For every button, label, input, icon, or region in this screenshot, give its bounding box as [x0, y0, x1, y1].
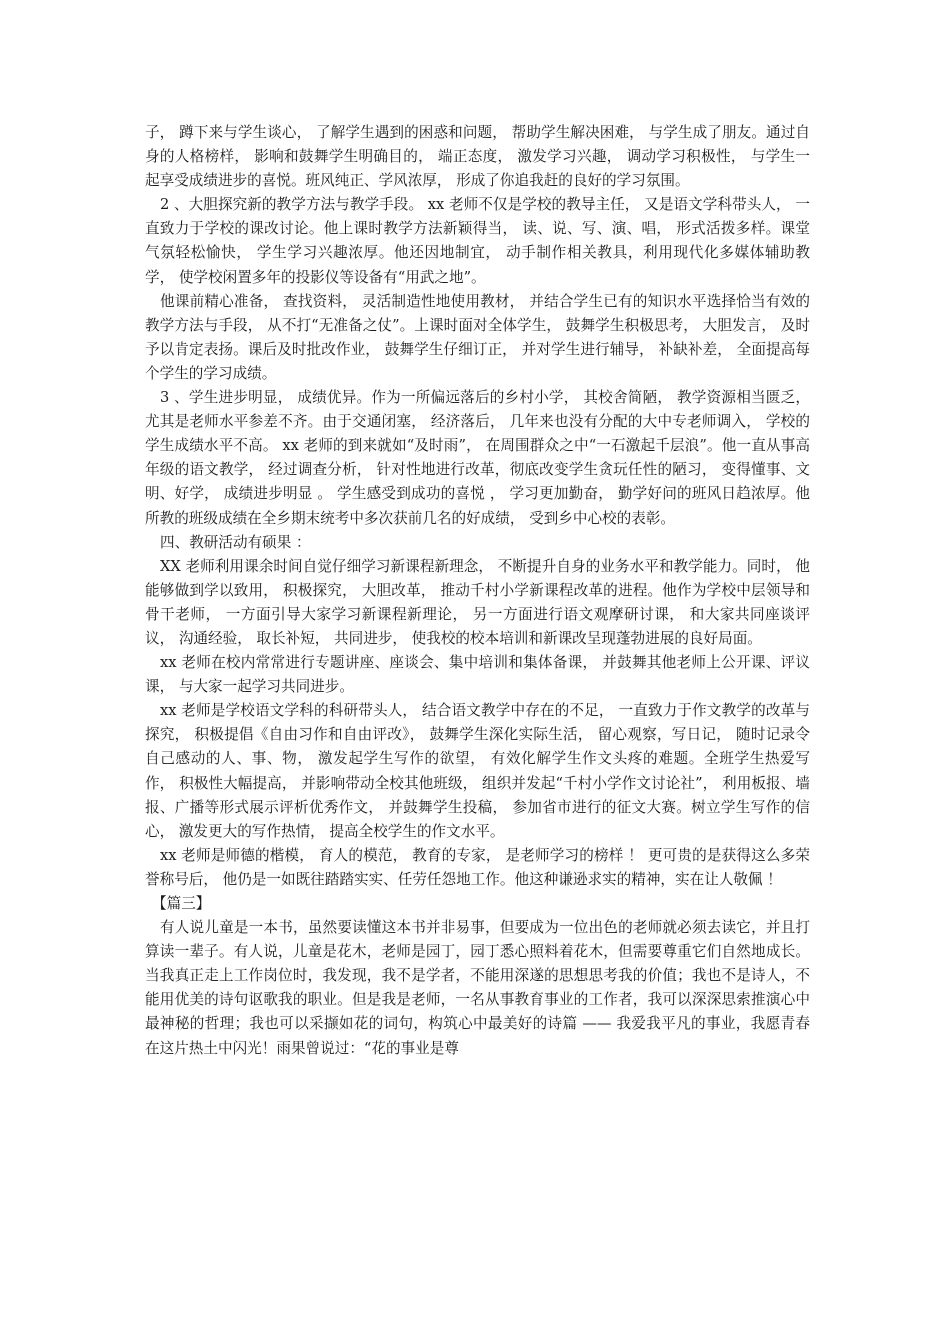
section-heading-part-three: 【篇三】: [152, 895, 211, 912]
paragraph-children-book: 有人说儿童是一本书，虽然要读懂这本书并非易事，但要成为一位出色的老师就必须去读它，并且打算读一辈子。有人说，儿童是花木，老师是园丁，园丁悉心照料着花木，但需要尊重它们自然地成长。当我真正走上工作岗位时，我发现，我不是学者，不能用深遂的思想思考我的价值；我也不是诗人，不能用优美的诗句讴歌我的职业。但是我是老师，一名从事教育事业的工作者，我可以深深思索推演心中最神秘的哲理；我也可以采撷如花的词句，构筑心中最美好的诗篇 —— 我爱我平凡的事业，我愿青春在这片热土中闪光！雨果曾说过：“花的事业是尊: [145, 919, 810, 1057]
paragraph-role-model: xx 老师是师德的楷模， 育人的模范， 教育的专家， 是老师学习的榜样 ！ 更可贵的是获得这么多荣誉称号后， 他仍是一如既往踏踏实实、任劳任怨地工作。他这种谦逊求实的精神，实在让人敬佩 ！: [145, 846, 810, 888]
paragraph-continuation: 子， 蹲下来与学生谈心， 了解学生遇到的困惑和问题， 帮助学生解决困难， 与学生成了朋友。通过自身的人格榜样， 影响和鼓舞学生明确目的， 端正态度， 激发学习兴趣， 调动学习积极性， 与学生一起享受成绩进步的喜悦。班风纯正、学风浓厚， 形成了你追我赶的良好的学习氛围。: [145, 124, 810, 190]
paragraph-lectures: xx 老师在校内常常进行专题讲座、座谈会、集中培训和集体备课， 并鼓舞其他老师上公开课、评议课， 与大家一起学习共同进步。: [145, 654, 810, 696]
section-heading-research: 四、教研活动有硕果 ：: [160, 533, 311, 551]
document-page: [145, 121, 810, 1061]
paragraph-writing-reform: xx 老师是学校语文学科的科研带头人， 结合语文教学中存在的不足， 一直致力于作文教学的改革与探究， 积极提倡《自由习作和自由评改》， 鼓舞学生深化实际生活， 留心观察，写日记， 随时记录令自己感动的人、事、物， 激发起学生写作的欲望， 有效化解学生作文头疼的难题。全班学生热爱写作， 积极性大幅提高， 并影响带动全校其他班级， 组织并发起“千村小学作文讨论社”， 利用板报、墙报、广播等形式展示评析优秀作文， 并鼓舞学生投稿， 参加省市进行的征文大赛。树立学生写作的信心， 激发更大的写作热情， 提高全校学生的作文水平。: [145, 702, 810, 840]
paragraph-teaching-methods: 2 、大胆探究新的教学方法与教学手段。 xx 老师不仅是学校的教导主任， 又是语文学科带头人， 一直致力于学校的课改讨论。他上课时教学方法新颖得当， 读、说、写、演、唱， 形式活拨多样。课堂气氛轻松愉快， 学生学习兴趣浓厚。他还因地制宜， 动手制作相关教具，利用现代化多媒体辅助教学， 使学校闲置多年的投影仪等设备有“用武之地”。: [145, 196, 810, 286]
paragraph-lesson-preparation: 他课前精心准备， 查找资料， 灵活制造性地使用教材， 并结合学生已有的知识水平选择恰当有效的教学方法与手段， 从不打“无准备之仗”。上课时面对全体学生， 鼓舞学生积极思考， 大胆发言， 及时予以肯定表扬。课后及时批改作业， 鼓舞学生仔细订正， 并对学生进行辅导， 补缺补差， 全面提高每个学生的学习成绩。: [145, 292, 810, 382]
paragraph-new-curriculum: XX 老师利用课余时间自觉仔细学习新课程新理念， 不断提升自身的业务水平和教学能力。同时， 他能够做到学以致用， 积极探究， 大胆改革， 推动千村小学新课程改革的进程。他作为学校中层领导和骨干老师， 一方面引导大家学习新课程新理论， 另一方面进行语文观摩研讨课， 和大家共同座谈评议， 沟通经验， 取长补短， 共同进步， 使我校的校本培训和新课改呈现蓬勃进展的良好局面。: [145, 557, 810, 647]
paragraph-student-progress: 3 、学生进步明显， 成绩优异。作为一所偏远落后的乡村小学， 其校舍简陋， 教学资源相当匮乏， 尤其是老师水平参差不齐。由于交通闭塞， 经济落后， 几年来也没有分配的大中专老师调入， 学校的学生成绩水平不高。 xx 老师的到来就如“及时雨”， 在周围群众之中“一石激起千层浪”。他一直从事高年级的语文教学， 经过调查分析， 针对性地进行改革，彻底改变学生贪玩任性的陋习， 变得懂事、文明、好学， 成绩进步明显 。 学生感受到成功的喜悦 ， 学习更加勤奋， 勤学好问的班风日趋浓厚。他所教的班级成绩在全乡期末统考中多次获前几名的好成绩， 受到乡中心校的表彰。: [145, 389, 810, 527]
